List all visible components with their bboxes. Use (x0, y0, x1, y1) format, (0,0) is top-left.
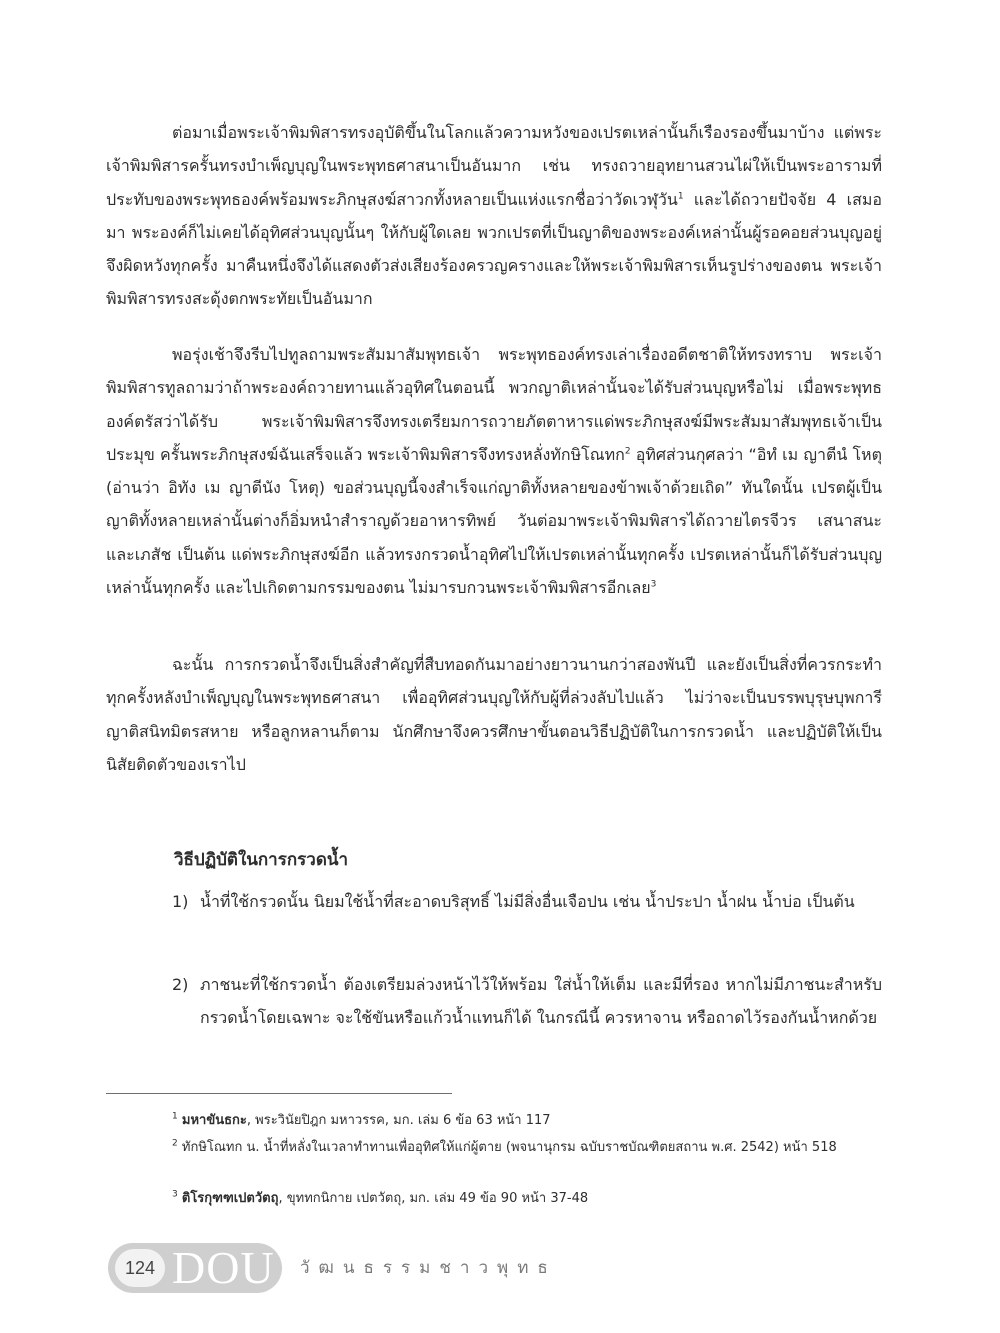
footnote-mark: 3 (172, 1189, 178, 1200)
footnote-ref-1[interactable]: 1 (677, 191, 684, 202)
footnote-2 (106, 1133, 882, 1163)
list-item-number: 2) (172, 975, 189, 994)
section-heading: วิธีปฏิบัติในการกรวดน้ำ (174, 850, 349, 870)
body-paragraph-2 (106, 338, 882, 604)
paragraph-text: พอรุ่งเช้าจึงรีบไปทูลถามพระสัมมาสัมพุทธเจ้า พระพุทธองค์ทรงเล่าเรื่องอดีตชาติให้ทรงทราบ พระเจ้าพิมพิสารทูลถามว่าถ้าพระองค์ถวายทานแล้วอุทิศในตอนนี้ พวกญาติเหล่านั้นจะได้รับส่วนบุญหรือไม่ เมื่อพระพุทธองค์ตรัสว่าได้รับ พระเจ้าพิมพิสารจึงทรงเตรียมการถวายภัตตาหารแด่พระภิกษุสงฆ์มีพระสัมมาสัมพุทธเจ้าเป็นประมุข ครั้นพระภิกษุสงฆ์ฉันเสร็จแล้ว พระเจ้าพิมพิสารจึงทรงหลั่งทักษิโณทก (106, 345, 882, 464)
list-item (172, 968, 882, 1035)
list-item-text: น้ำที่ใช้กรวดนั้น นิยมใช้น้ำที่สะอาดบริสุทธิ์ ไม่มีสิ่งอื่นเจือปน เช่น น้ำประปา น้ำฝน น้ำบ่อ เป็นต้น (200, 892, 855, 911)
footnote-ref-2[interactable]: 2 (624, 446, 631, 457)
book-title: วัฒนธรรมชาวพุทธ (300, 1258, 557, 1278)
paragraph-text: อุทิศส่วนกุศลว่า “อิทํ เม ญาตีนํ โหตุ (อ่านว่า อิทัง เม ญาตีนัง โหตุ) ขอส่วนบุญนี้จงสำเร็จแก่ญาติทั้งหลายของข้าพเจ้าด้วยเถิด” ทันใดนั้น เปรตผู้เป็นญาติทั้งหลายเหล่านั้นต่างก็อิ่มหนำสำราญด้วยอาหารทิพย์ วันต่อมาพระเจ้าพิมพิสารได้ถวายไตรจีวร เสนาสนะ และเภสัช เป็นต้น แด่พระภิกษุสงฆ์อีก แล้วทรงกรวดน้ำอุทิศไปให้เปรตเหล่านั้นทุกครั้ง เปรตเหล่านั้นก็ได้รับส่วนบุญเหล่านั้นทุกครั้ง และไปเกิดตามกรรมของตน ไม่มารบกวนพระเจ้าพิมพิสารอีกเลย (106, 444, 882, 598)
page-number: 124 (115, 1249, 165, 1287)
paragraph-text: และได้ถวายปัจจัย 4 เสมอมา พระองค์ก็ไม่เคยได้อุทิศส่วนบุญนั้นๆ ให้กับผู้ใดเลย พวกเปรตที่เป็นญาติของพระองค์เหล่านั้นผู้รอคอยส่วนบุญอยู่จึงผิดหวังทุกครั้ง มาคืนหนึ่งจึงได้แสดงตัวส่งเสียงร้องครวญครางและให้พระเจ้าพิมพิสารเห็นรูปร่างของตน พระเจ้าพิมพิสารทรงสะดุ้งตกพระทัยเป็นอันมาก (106, 189, 882, 309)
footnote-source-title: มหาขันธกะ (181, 1113, 247, 1128)
footnote-text: , พระวินัยปิฎก มหาวรรค, มก. เล่ม 6 ข้อ 63 หน้า 117 (246, 1113, 551, 1128)
dou-logo: DOU (172, 1242, 275, 1293)
list-item-text: ภาชนะที่ใช้กรวดน้ำ ต้องเตรียมล่วงหน้าไว้ให้พร้อม ใส่น้ำให้เต็ม และมีที่รอง หากไม่มีภาชนะสำหรับกรวดน้ำโดยเฉพาะ จะใช้ขันหรือแก้วน้ำแทนก็ได้ ในกรณีนี้ ควรหาจาน หรือถาดไว้รองกันน้ำหกด้วย (200, 975, 882, 1028)
paragraph-text: ฉะนั้น การกรวดน้ำจึงเป็นสิ่งสำคัญที่สืบทอดกันมาอย่างยาวนานกว่าสองพันปี และยังเป็นสิ่งที่ควรกระทำทุกครั้งหลังบำเพ็ญบุญในพระพุทธศาสนา เพื่ออุทิศส่วนบุญให้กับผู้ที่ล่วงลับไปแล้ว ไม่ว่าจะเป็นบรรพบุรุษบุพการี ญาติสนิทมิตรสหาย หรือลูกหลานก็ตาม นักศึกษาจึงควรศึกษาขั้นตอนวิธีปฏิบัติในการกรวดน้ำ และปฏิบัติให้เป็นนิสัยติดตัวของเราไป (106, 655, 882, 774)
footnote-source-title: ติโรกุฑฑเปตวัตถุ (181, 1191, 279, 1206)
footnote-mark: 1 (172, 1111, 178, 1122)
list-item (172, 885, 882, 918)
footnote-ref-3[interactable]: 3 (650, 579, 657, 590)
footnote-divider (106, 1093, 452, 1094)
footnote-mark: 2 (172, 1138, 178, 1149)
footnote-text: , ขุททกนิกาย เปตวัตถุ, มก. เล่ม 49 ข้อ 90 หน้า 37-48 (278, 1191, 589, 1206)
list-item-number: 1) (172, 892, 189, 911)
footnote-text: ทักษิโณทก น. น้ำที่หลั่งในเวลาทำทานเพื่ออุทิศให้แก่ผู้ตาย (พจนานุกรม ฉบับราชบัณฑิตยสถาน พ.ศ. 2542) หน้า 518 (181, 1140, 837, 1155)
footnote-1 (106, 1106, 882, 1136)
paragraph-text: ต่อมาเมื่อพระเจ้าพิมพิสารทรงอุบัติขึ้นในโลกแล้วความหวังของเปรตเหล่านั้นก็เรืองรองขึ้นมาบ้าง แต่พระเจ้าพิมพิสารครั้นทรงบำเพ็ญบุญในพระพุทธศาสนาเป็นอันมาก เช่น ทรงถวายอุทยานสวนไผ่ให้เป็นพระอารามที่ประทับของพระพุทธองค์พร้อมพระภิกษุสงฆ์สาวกทั้งหลายเป็นแห่งแรกชื่อว่าวัดเวฬุวัน (106, 123, 882, 209)
body-paragraph-1 (106, 116, 882, 316)
body-paragraph-3 (106, 648, 882, 781)
footnote-3 (106, 1184, 882, 1214)
